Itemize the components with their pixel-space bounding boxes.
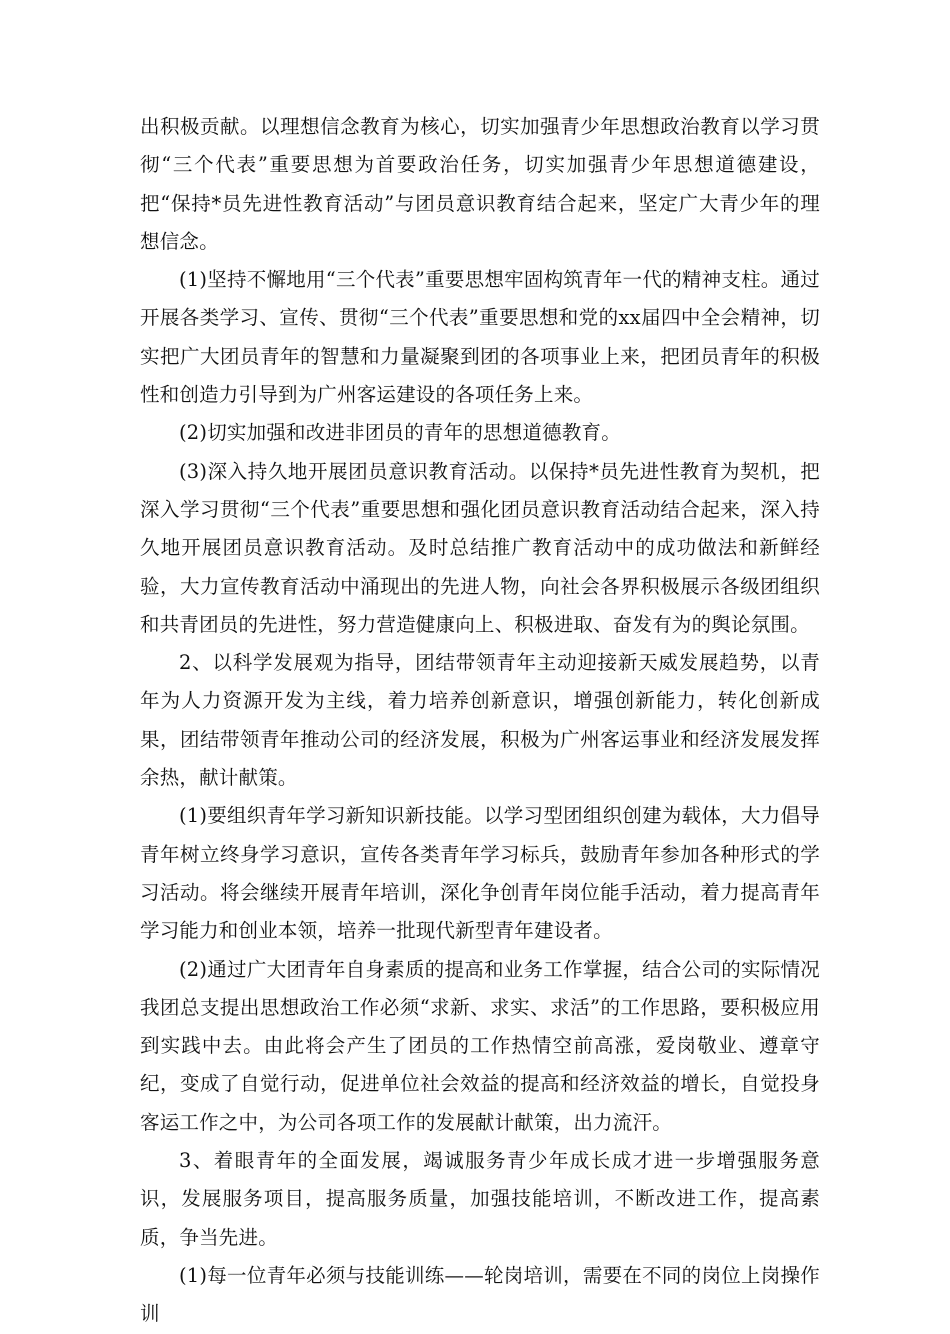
- paragraph-3: (2)切实加强和改进非团员的青年的思想道德教育。: [179, 421, 621, 445]
- paragraph-8: 3、着眼青年的全面发展，竭诚服务青少年成长成才进一步增强服务意识，发展服务项目，提高服务质量，加强技能培训，不断改进工作，提高素质，争当先进。: [140, 1149, 820, 1249]
- paragraph-7: (2)通过广大团青年自身素质的提高和业务工作掌握，结合公司的实际情况我团总支提出思想政治工作必须“求新、求实、求活”的工作思路，要积极应用到实践中去。由此将会产生了团员的工作热情空前高涨，爱岗敬业、遵章守纪，变成了自觉行动，促进单位社会效益的提高和经济效益的增长，自觉投身客运工作之中，为公司各项工作的发展献计献策，出力流汗。: [140, 957, 820, 1134]
- paragraph-1: 出积极贡献。以理想信念教育为核心，切实加强青少年思想政治教育以学习贯彻“三个代表”重要思想为首要政治任务，切实加强青少年思想道德建设，把“保持*员先进性教育活动”与团员意识教育结合起来，坚定广大青少年的理想信念。: [140, 115, 820, 253]
- paragraph-6: (1)要组织青年学习新知识新技能。以学习型团组织创建为载体，大力倡导青年树立终身学习意识，宣传各类青年学习标兵，鼓励青年参加各种形式的学习活动。将会继续开展青年培训，深化争创青年岗位能手活动，着力提高青年学习能力和创业本领，培养一批现代新型青年建设者。: [140, 804, 820, 943]
- document-body: [140, 108, 820, 1334]
- paragraph-2: (1)坚持不懈地用“三个代表”重要思想牢固构筑青年一代的精神支柱。通过开展各类学习、宣传、贯彻“三个代表”重要思想和党的xx届四中全会精神，切实把广大团员青年的智慧和力量凝聚到团的各项事业上来，把团员青年的积极性和创造力引导到为广州客运建设的各项任务上来。: [140, 268, 820, 407]
- paragraph-5: 2、以科学发展观为指导，团结带领青年主动迎接新天威发展趋势，以青年为人力资源开发为主线，着力培养创新意识，增强创新能力，转化创新成果，团结带领青年推动公司的经济发展，积极为广州客运事业和经济发展发挥余热，献计献策。: [140, 651, 820, 790]
- paragraph-4: (3)深入持久地开展团员意识教育活动。以保持*员先进性教育为契机，把深入学习贯彻“三个代表”重要思想和强化团员意识教育活动结合起来，深入持久地开展团员意识教育活动。及时总结推广教育活动中的成功做法和新鲜经验，大力宣传教育活动中涌现出的先进人物，向社会各界积极展示各级团组织和共青团员的先进性，努力营造健康向上、积极进取、奋发有为的舆论氛围。: [140, 459, 820, 636]
- paragraph-9: (1)每一位青年必须与技能训练——轮岗培训，需要在不同的岗位上岗操作训: [140, 1263, 820, 1326]
